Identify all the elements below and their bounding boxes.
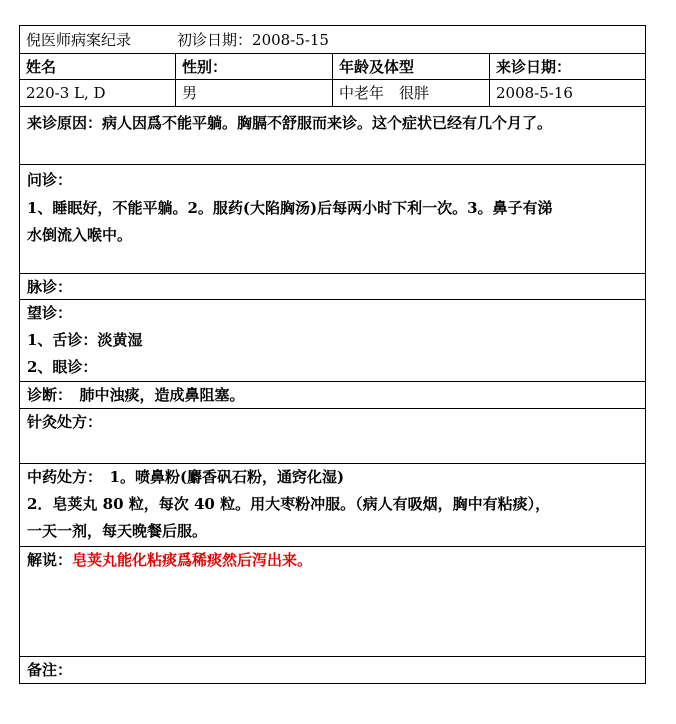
medical-record-form bbox=[19, 25, 646, 684]
visit-date-value: 2008-5-16 bbox=[489, 80, 645, 106]
title-cell bbox=[20, 26, 645, 53]
info-header-row bbox=[20, 53, 645, 79]
diagnosis-text: 诊断： 肺中浊痰，造成鼻阻塞。 bbox=[27, 386, 245, 404]
title-row bbox=[20, 26, 645, 53]
inquiry-line-2: 水倒流入喉中。 bbox=[27, 226, 133, 244]
explanation-text: 皂荚丸能化粘痰爲稀痰然后泻出来。 bbox=[72, 551, 313, 569]
inquiry-label: 问诊： bbox=[27, 171, 73, 189]
first-visit-label: 初诊日期： bbox=[177, 30, 253, 49]
acupuncture-section bbox=[20, 408, 645, 463]
herbal-prescription-section bbox=[20, 463, 645, 546]
visit-reason-text: 来诊原因：病人因爲不能平躺。胸膈不舒服而来诊。这个症状已经有几个月了。 bbox=[27, 114, 553, 132]
acupuncture-label: 针灸处方： bbox=[27, 413, 103, 431]
herbal-line-3: 一天一剂，每天晚餐后服。 bbox=[27, 522, 208, 540]
pulse-section bbox=[20, 273, 645, 299]
inspection-section bbox=[20, 299, 645, 381]
tongue-diagnosis: 1、舌诊：淡黄湿 bbox=[27, 331, 143, 349]
inquiry-line-1: 1、睡眠好，不能平躺。2。服药(大陷胸汤)后每两小时下利一次。3。鼻子有涕 bbox=[27, 199, 553, 217]
remarks-label: 备注： bbox=[27, 661, 73, 679]
explanation-line bbox=[27, 547, 637, 574]
name-value: 220-3 L, D bbox=[26, 84, 106, 102]
explanation-section bbox=[20, 546, 645, 656]
herbal-line-2: 2．皂荚丸 80 粒，每次 40 粒。用大枣粉冲服。（病人有吸烟，胸中有粘痰）， bbox=[27, 495, 551, 513]
info-value-row bbox=[20, 79, 645, 106]
age-build-header: 年龄及体型 bbox=[332, 54, 489, 79]
name-header: 姓名 bbox=[26, 57, 57, 76]
age-build-value: 中老年 很胖 bbox=[332, 80, 489, 106]
explanation-label: 解说： bbox=[27, 551, 73, 569]
remarks-section bbox=[20, 656, 645, 683]
visit-reason-section bbox=[20, 106, 645, 164]
gender-value: 男 bbox=[175, 80, 332, 106]
herbal-line-1: 中药处方： 1。喷鼻粉(麝香矾石粉，通窍化湿) bbox=[27, 468, 345, 486]
inspection-label: 望诊： bbox=[27, 304, 73, 322]
gender-header: 性别： bbox=[175, 54, 332, 79]
eye-diagnosis: 2、眼诊： bbox=[27, 358, 98, 376]
pulse-label: 脉诊： bbox=[27, 278, 73, 296]
diagnosis-section bbox=[20, 381, 645, 408]
inquiry-section bbox=[20, 164, 645, 273]
record-title: 倪医师病案纪录 bbox=[26, 30, 132, 49]
visit-date-header: 来诊日期： bbox=[489, 54, 645, 79]
first-visit-date: 2008-5-15 bbox=[252, 30, 329, 49]
